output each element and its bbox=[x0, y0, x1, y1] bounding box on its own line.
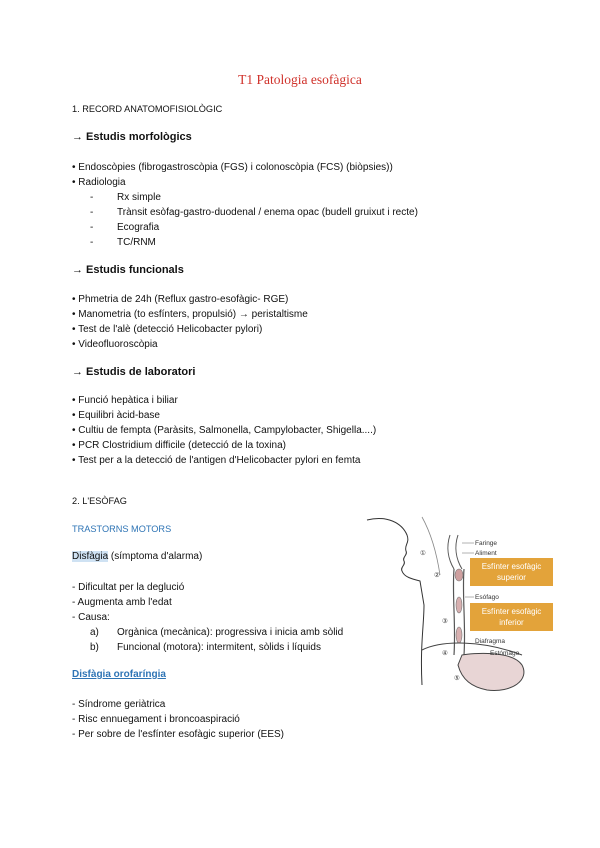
page-title: T1 Patologia esofàgica bbox=[238, 72, 362, 87]
lower-sphincter-box: Esfínter esofàgic inferior bbox=[470, 603, 553, 631]
list-item: - Trànsit esòfag-gastro-duodenal / enema opac (budell gruixut i recte) bbox=[90, 207, 418, 218]
label-faringe: Faringe bbox=[475, 540, 498, 547]
list-item: - Rx simple bbox=[90, 192, 161, 203]
list-item: • Manometria (to esfínters, propulsió) → peristaltisme bbox=[72, 309, 308, 320]
list-item: - Dificultat per la deglució bbox=[72, 582, 185, 593]
label-aliment: Aliment bbox=[475, 550, 497, 557]
list-item: a) Orgànica (mecànica): progressiva i inicia amb sòlid bbox=[90, 627, 344, 638]
func-list bbox=[72, 292, 308, 352]
list-item: - Ecografia bbox=[90, 222, 160, 233]
list-item: • Equilibri àcid-base bbox=[72, 410, 160, 421]
list-item: • Test per a la detecció de l'antigen d'Helicobacter pylori en femta bbox=[72, 455, 361, 466]
list-item: • Funció hepàtica i biliar bbox=[72, 395, 178, 406]
step-3: ③ bbox=[442, 618, 448, 625]
step-2: ② bbox=[434, 572, 440, 579]
func-heading: → Estudis funcionals bbox=[72, 264, 184, 276]
orofaringia-heading[interactable]: Disfàgia orofaríngia bbox=[72, 669, 166, 680]
disfagia-line bbox=[72, 550, 202, 563]
list-item: - Risc ennuegament i broncoaspiració bbox=[72, 714, 240, 725]
list-item: • Cultiu de fempta (Paràsits, Salmonella, Campylobacter, Shigella....) bbox=[72, 425, 377, 436]
list-item: - Per sobre de l'esfínter esofàgic superior (EES) bbox=[72, 729, 285, 740]
list-item: • Phmetria de 24h (Reflux gastro-esofàgic- RGE) bbox=[72, 294, 289, 305]
list-item: b) Funcional (motora): intermitent, sòlids i líquids bbox=[90, 642, 321, 653]
list-item: • Radiologia bbox=[72, 177, 126, 188]
section2-heading: 2. L'ESÒFAG bbox=[72, 496, 127, 506]
upper-sphincter-box: Esfínter esofàgic superior bbox=[470, 558, 553, 586]
lab-heading: → Estudis de laboratori bbox=[72, 366, 196, 378]
step-4: ④ bbox=[442, 650, 448, 657]
radiology-sublist bbox=[90, 190, 418, 250]
label-esofago: Esófago bbox=[475, 594, 499, 601]
section1-heading: 1. RECORD ANATOMOFISIOLÒGIC bbox=[72, 104, 223, 114]
list-item: - Augmenta amb l'edat bbox=[72, 597, 172, 608]
label-estomago: Estómago bbox=[490, 650, 520, 657]
causes-list bbox=[90, 625, 343, 655]
list-item: • Endoscòpies (fibrogastroscòpia (FGS) i colonoscòpia (FCS) (biòpsies)) bbox=[72, 162, 393, 173]
list-item: - Causa: bbox=[72, 612, 110, 623]
list-item: - Síndrome geriàtrica bbox=[72, 699, 166, 710]
step-5: ⑤ bbox=[454, 675, 460, 682]
trastorns-subheading: TRASTORNS MOTORS bbox=[72, 524, 172, 534]
morph-list bbox=[72, 160, 393, 190]
disfagia-note: (símptoma d'alarma) bbox=[108, 551, 203, 562]
disfagia-term: Disfàgia bbox=[72, 551, 109, 562]
lab-list bbox=[72, 393, 376, 468]
list-item: • Test de l'alè (detecció Helicobacter pylori) bbox=[72, 324, 263, 335]
list-item: • PCR Clostridium difficile (detecció de la toxina) bbox=[72, 440, 286, 451]
list-item: • Videofluoroscòpia bbox=[72, 339, 158, 350]
orofaringia-list bbox=[72, 697, 284, 742]
morph-heading: → Estudis morfològics bbox=[72, 131, 192, 143]
label-diafragma: Diafragma bbox=[475, 638, 505, 645]
step-1: ① bbox=[420, 550, 426, 557]
disfagia-list bbox=[72, 580, 184, 625]
list-item: - TC/RNM bbox=[90, 237, 156, 248]
